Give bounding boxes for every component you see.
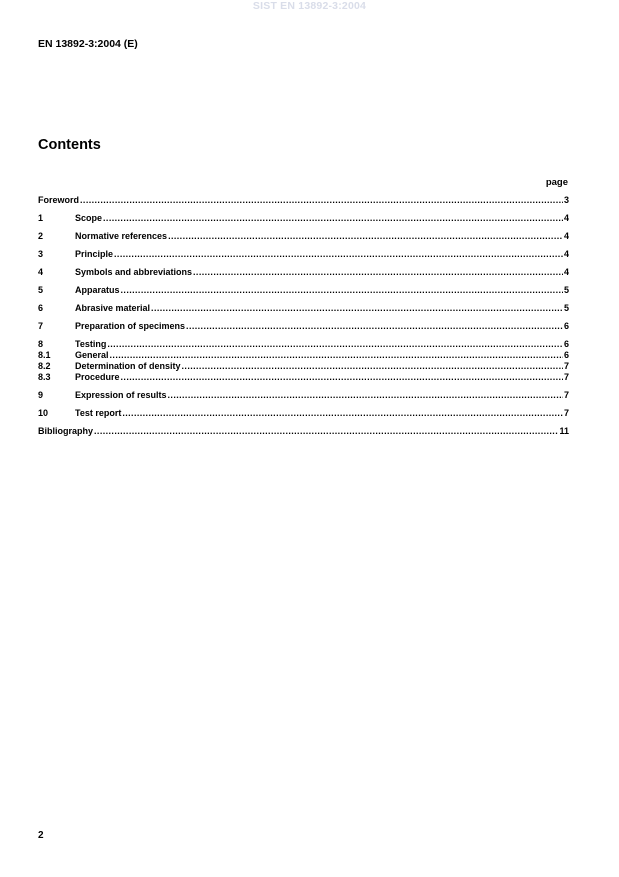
toc-entry-title: Expression of results [75, 390, 167, 400]
toc-entry-page: 6 [563, 339, 569, 349]
toc-entry-title: Apparatus [75, 285, 120, 295]
toc-entry-page: 7 [563, 390, 569, 400]
toc-entry-title: Principle [75, 249, 114, 259]
toc-entry-page: 7 [563, 408, 569, 418]
dot-leader [110, 350, 563, 361]
watermark: SIST EN 13892-3:2004 [252, 0, 367, 12]
toc-entry-page: 4 [563, 213, 569, 223]
toc-entry-number: 10 [38, 408, 49, 418]
dot-leader [114, 249, 563, 260]
toc-entry-normative-references[interactable] [38, 231, 569, 242]
dot-leader [103, 213, 563, 224]
toc-entry-preparation[interactable] [38, 321, 569, 332]
toc-entry-page: 4 [563, 231, 569, 241]
dot-leader [182, 361, 563, 372]
toc-entry-scope[interactable] [38, 213, 569, 224]
toc-entry-title: Test report [75, 408, 122, 418]
contents-heading: Contents [38, 137, 101, 153]
dot-leader [107, 339, 563, 350]
toc-entry-number: 2 [38, 231, 44, 241]
toc-entry-expression-of-results[interactable] [38, 390, 569, 401]
toc-entry-page: 4 [563, 267, 569, 277]
toc-entry-title: Testing [75, 339, 107, 349]
toc-entry-principle[interactable] [38, 249, 569, 260]
dot-leader [168, 231, 563, 242]
toc-entry-page: 6 [563, 321, 569, 331]
toc-entry-title: Procedure [75, 372, 120, 382]
toc-entry-number: 9 [38, 390, 44, 400]
toc-entry-page: 4 [563, 249, 569, 259]
dot-leader [121, 285, 563, 296]
toc-entry-page: 11 [559, 426, 569, 436]
toc-entry-title: Abrasive material [75, 303, 151, 313]
toc-entry-title: Bibliography [38, 426, 94, 436]
toc-entry-foreword[interactable] [38, 195, 569, 206]
toc-entry-title: Foreword [38, 195, 80, 205]
toc-entry-number: 8.1 [38, 350, 51, 360]
toc-entry-testing[interactable] [38, 339, 569, 350]
toc-entry-title: Normative references [75, 231, 168, 241]
toc-entry-page: 7 [563, 361, 569, 371]
toc-entry-symbols[interactable] [38, 267, 569, 278]
toc-entry-title: Preparation of specimens [75, 321, 186, 331]
dot-leader [186, 321, 563, 332]
toc-entry-bibliography[interactable] [38, 426, 569, 437]
toc-entry-number: 3 [38, 249, 44, 259]
toc-entry-number: 8.3 [38, 372, 51, 382]
toc-entry-apparatus[interactable] [38, 285, 569, 296]
toc-entry-number: 8 [38, 339, 44, 349]
toc-entry-title: Symbols and abbreviations [75, 267, 193, 277]
toc-entry-test-report[interactable] [38, 408, 569, 419]
toc-entry-page: 5 [563, 285, 569, 295]
page-number: 2 [38, 830, 44, 841]
dot-leader [121, 372, 563, 383]
dot-leader [94, 426, 558, 437]
dot-leader [122, 408, 563, 419]
toc-entry-general[interactable] [38, 350, 569, 361]
toc-entry-page: 3 [563, 195, 569, 205]
dot-leader [151, 303, 563, 314]
dot-leader [168, 390, 563, 401]
toc-entry-title: Scope [75, 213, 103, 223]
toc-entry-number: 1 [38, 213, 44, 223]
toc-entry-determination-of-density[interactable] [38, 361, 569, 372]
toc-entry-page: 6 [563, 350, 569, 360]
page-column-label: page [545, 177, 568, 188]
dot-leader [193, 267, 563, 278]
toc-entry-title: Determination of density [75, 361, 181, 371]
toc-entry-number: 7 [38, 321, 44, 331]
table-of-contents [38, 195, 569, 437]
toc-entry-page: 5 [563, 303, 569, 313]
toc-entry-page: 7 [563, 372, 569, 382]
toc-entry-number: 5 [38, 285, 44, 295]
document-id: EN 13892-3:2004 (E) [38, 38, 138, 50]
toc-entry-number: 4 [38, 267, 44, 277]
toc-entry-abrasive-material[interactable] [38, 303, 569, 314]
dot-leader [80, 195, 563, 206]
toc-entry-procedure[interactable] [38, 372, 569, 383]
toc-entry-number: 6 [38, 303, 44, 313]
toc-entry-number: 8.2 [38, 361, 51, 371]
toc-entry-title: General [75, 350, 109, 360]
